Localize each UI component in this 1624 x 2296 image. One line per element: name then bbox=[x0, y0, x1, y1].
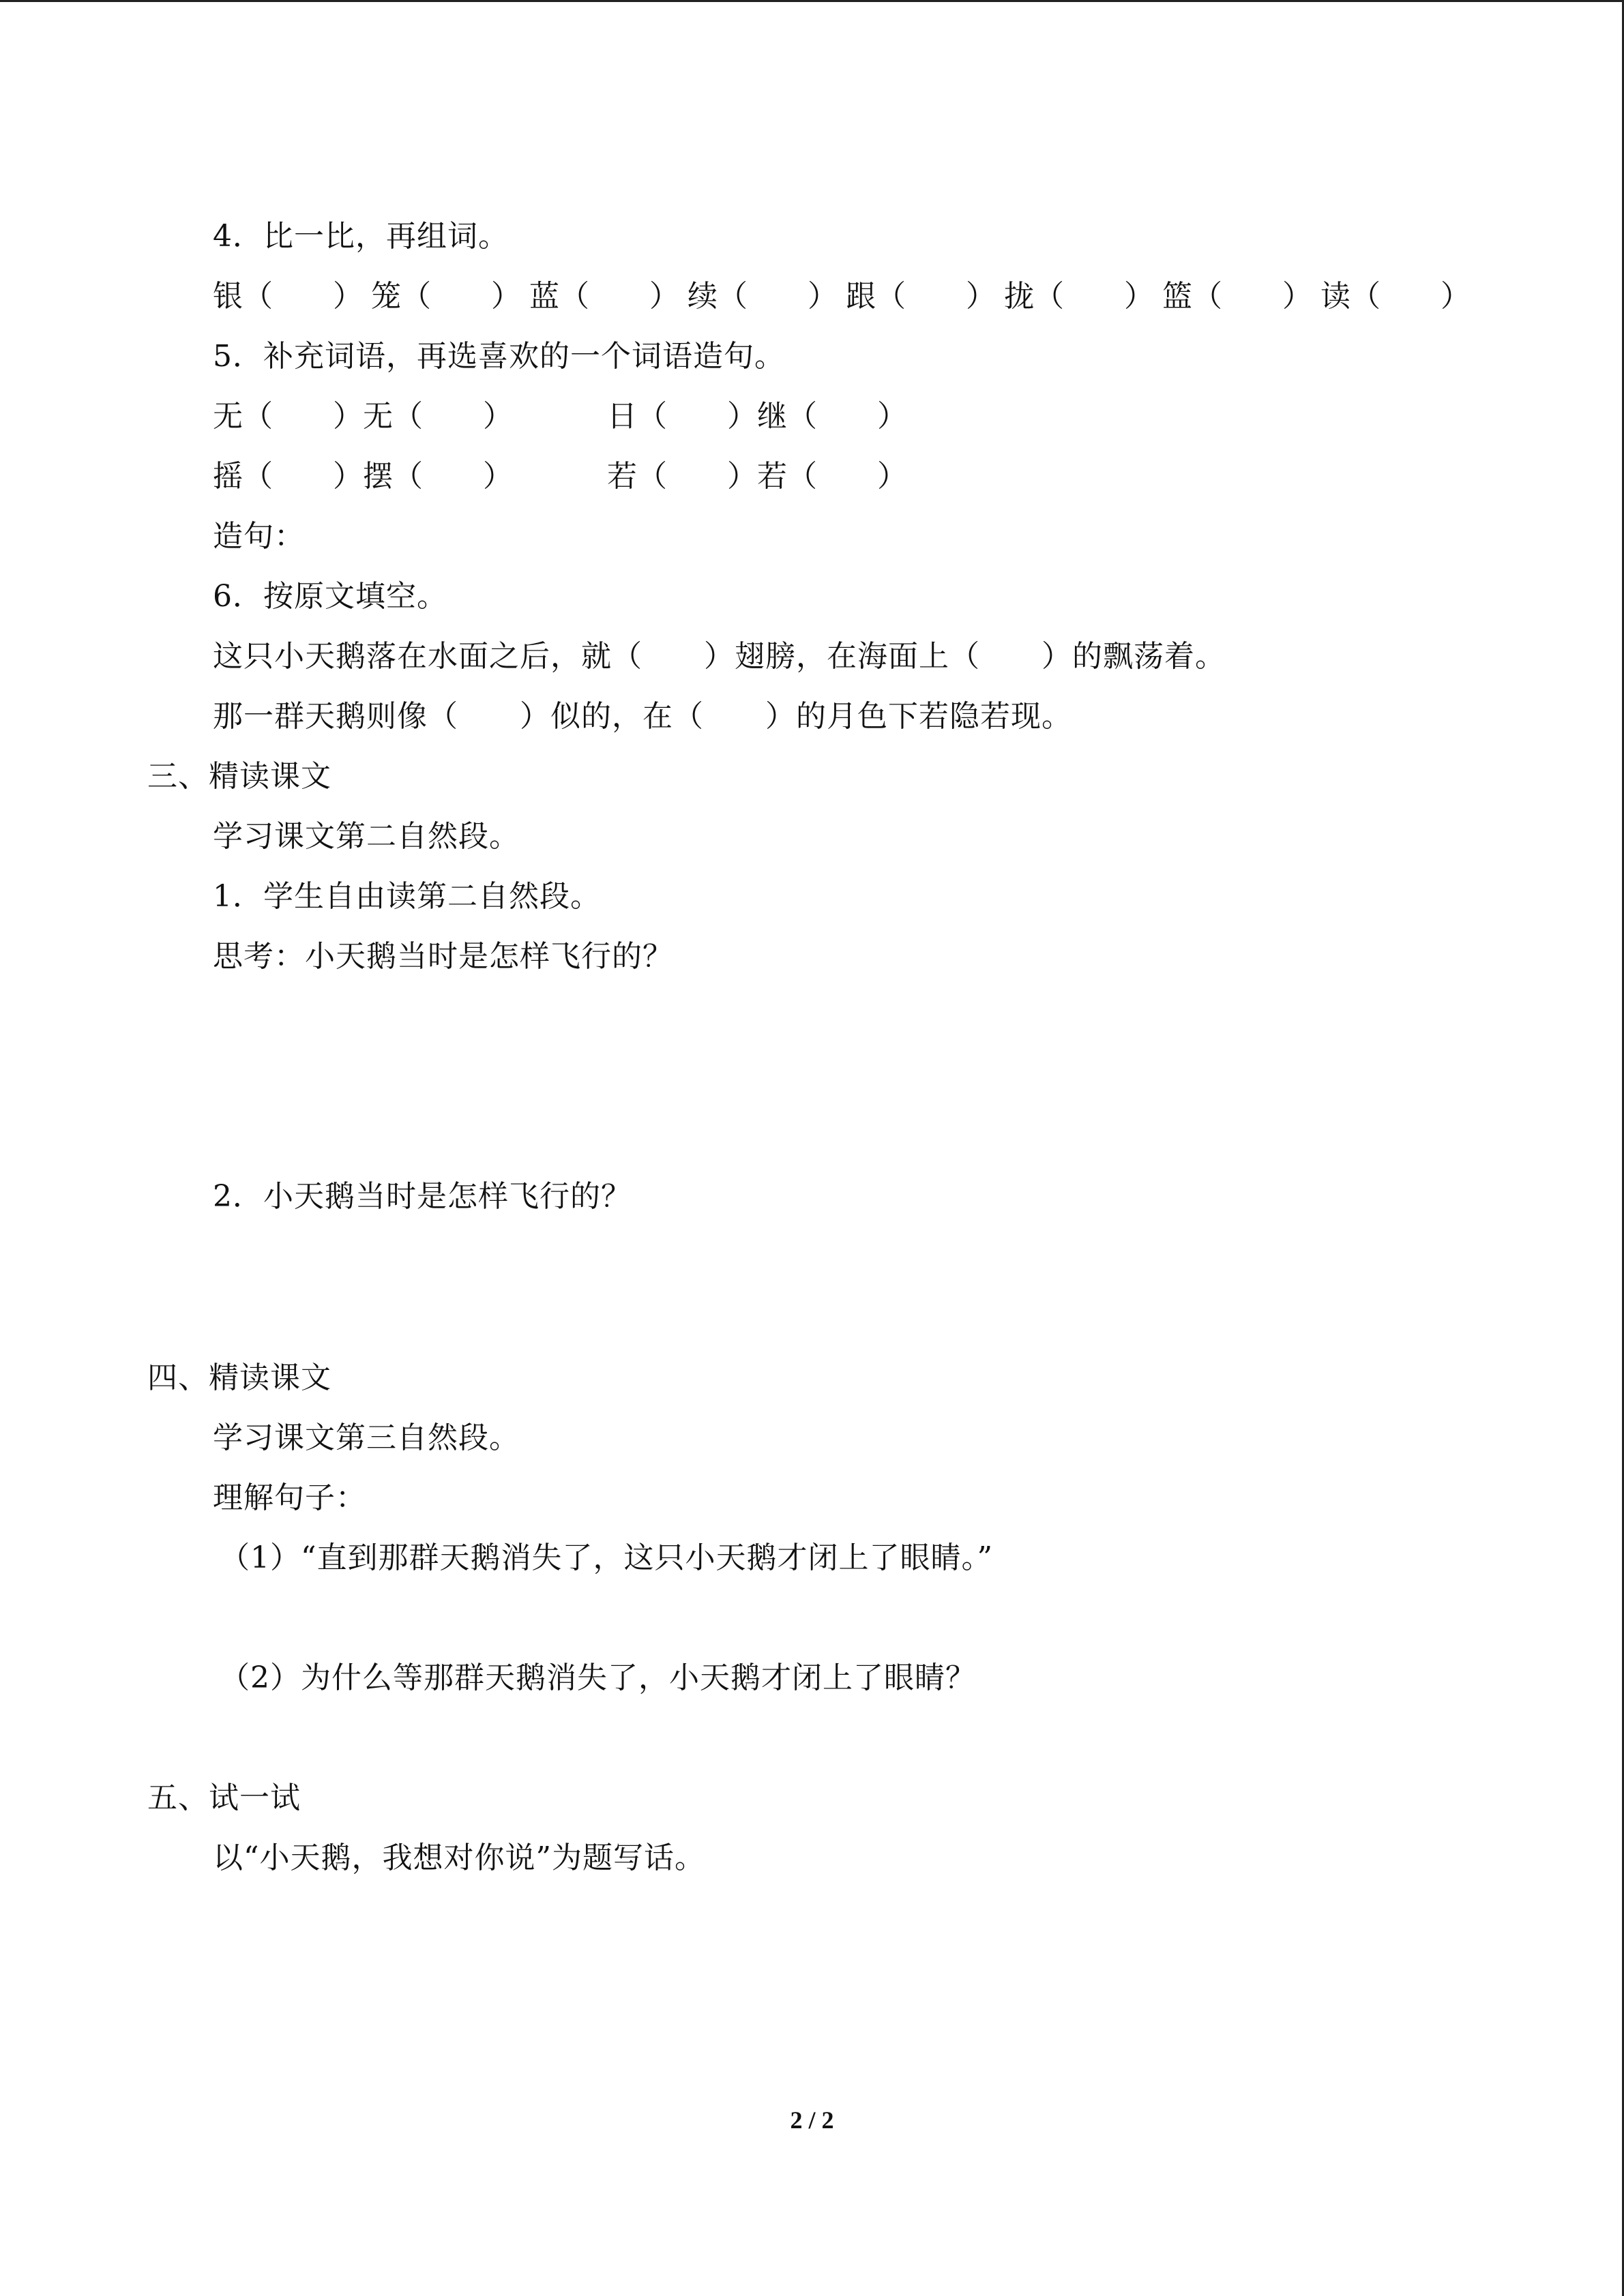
idiom-blank: 无（ ）无（ ） bbox=[213, 399, 513, 434]
section-5-title: 五、试一试 bbox=[147, 1780, 301, 1815]
word-item: 读（ ） bbox=[1320, 279, 1471, 314]
word-item: 银（ ） bbox=[213, 279, 363, 314]
sentence-label: 造句： bbox=[213, 519, 305, 554]
section-3-intro: 学习课文第二自然段。 bbox=[213, 819, 520, 854]
idiom-blank: 若（ ）若（ ） bbox=[607, 459, 907, 494]
section-3-think: 思考：小天鹅当时是怎样飞行的？ bbox=[213, 939, 673, 974]
section-4-title: 四、精读课文 bbox=[147, 1360, 331, 1395]
section-5-task: 以“小天鹅，我想对你说”为题写话。 bbox=[213, 1840, 705, 1875]
section-4-intro: 学习课文第三自然段。 bbox=[213, 1420, 520, 1455]
word-item: 跟（ ） bbox=[846, 279, 996, 314]
word-item: 笼（ ） bbox=[371, 279, 521, 314]
word-item: 拢（ ） bbox=[1004, 279, 1154, 314]
question-6-title: 6．按原文填空。 bbox=[213, 579, 447, 614]
idiom-blank: 日（ ）继（ ） bbox=[607, 399, 907, 434]
section-3-question-2: 2．小天鹅当时是怎样飞行的？ bbox=[213, 1179, 632, 1214]
section-4-understand-label: 理解句子： bbox=[213, 1480, 366, 1515]
question-6-line-1: 这只小天鹅落在水面之后，就（ ）翅膀，在海面上（ ）的飘荡着。 bbox=[213, 639, 1226, 674]
section-3-title: 三、精读课文 bbox=[147, 759, 331, 794]
idiom-blank: 摇（ ）摆（ ） bbox=[213, 459, 513, 494]
question-4-title: 4．比一比，再组词。 bbox=[213, 219, 509, 254]
question-6-line-2: 那一群天鹅则像（ ）似的，在（ ）的月色下若隐若现。 bbox=[213, 699, 1072, 734]
word-item: 蓝（ ） bbox=[529, 279, 679, 314]
section-3-question-1: 1．学生自由读第二自然段。 bbox=[213, 879, 601, 914]
section-4-question-1: （1）“直到那群天鹅消失了，这只小天鹅才闭上了眼睛。” bbox=[220, 1540, 993, 1575]
section-4-question-2: （2）为什么等那群天鹅消失了，小天鹅才闭上了眼睛？ bbox=[220, 1660, 976, 1695]
page-number: 2 / 2 bbox=[790, 2106, 834, 2134]
word-item: 续（ ） bbox=[688, 279, 838, 314]
word-item: 篮（ ） bbox=[1162, 279, 1312, 314]
question-5-title: 5．补充词语，再选喜欢的一个词语造句。 bbox=[213, 339, 785, 374]
